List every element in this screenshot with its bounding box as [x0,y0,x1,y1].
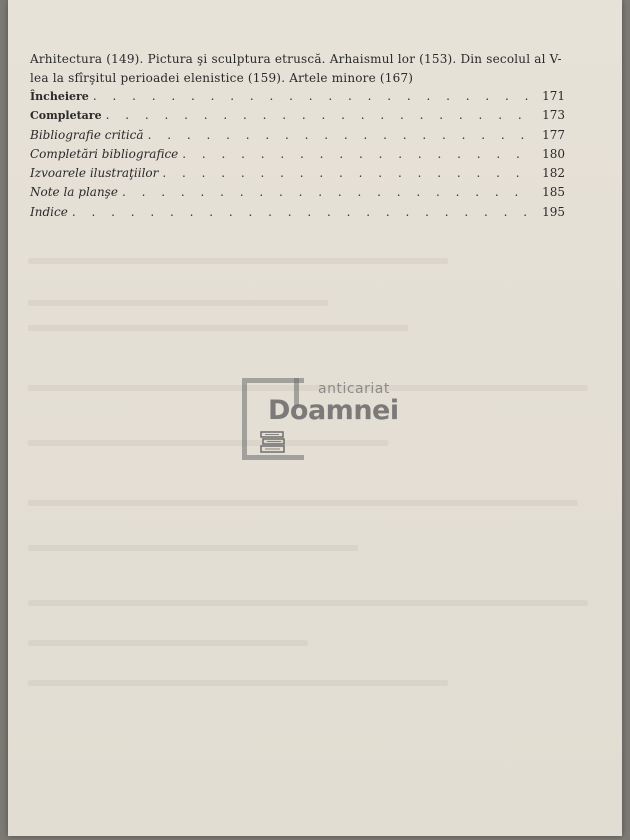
toc-entry-completari-bibliografice[interactable] [30,147,565,166]
toc-entry-incheiere[interactable] [30,89,565,108]
table-of-contents [30,89,565,224]
toc-entry-page: 182 [542,166,565,181]
books-icon [260,431,286,453]
bleed-through [28,600,588,606]
toc-entry-label: Izvoarele ilustraţiilor [30,166,159,181]
toc-entry-page: 180 [542,146,565,161]
watermark-big-text: Doamnei [268,395,399,426]
toc-section-description: Arhitectura (149). Pictura şi sculptura etruscă. Arhaismul lor (153). Din secolul al V-lea la sfîrşitul perioadei elenistice (159). Artele minore (167) [30,52,562,85]
leader-dots [106,108,535,122]
toc-entry-label: Completare [30,109,102,123]
leader-dots [182,147,535,161]
toc-entry-completare[interactable] [30,108,565,127]
bleed-through [28,680,448,686]
toc-entry-page: 177 [542,127,565,142]
leader-dots [93,89,535,103]
toc-entry-page: 173 [542,108,565,123]
toc-entry-label: Indice [30,204,68,219]
bleed-through [28,640,308,646]
anticariat-watermark [234,373,434,465]
toc-entry-izvoarele-ilustratiilor[interactable] [30,166,565,185]
toc-entry-label: Încheiere [30,90,89,103]
bleed-through [28,300,328,306]
bleed-through [28,500,578,506]
toc-entry-label: Completări bibliografice [30,146,179,161]
toc-entry-page: 185 [542,185,565,200]
toc-entry-indice[interactable] [30,205,565,224]
toc-entry-bibliografie-critica[interactable] [30,128,565,147]
book-page [8,0,622,836]
leader-dots [122,185,535,199]
leader-dots [148,128,535,142]
toc-entry-label: Bibliografie critică [30,127,144,142]
toc-entry-note-la-planse[interactable] [30,185,565,204]
toc-entry-page: 171 [542,89,565,103]
bleed-through [28,258,448,264]
leader-dots [162,166,535,180]
watermark-small-text: anticariat [318,381,390,397]
bleed-through [28,325,408,331]
bleed-through [28,545,358,551]
toc-entry-page: 195 [542,204,565,219]
toc-entry-label: Note la planşe [30,185,118,200]
leader-dots [72,205,535,219]
